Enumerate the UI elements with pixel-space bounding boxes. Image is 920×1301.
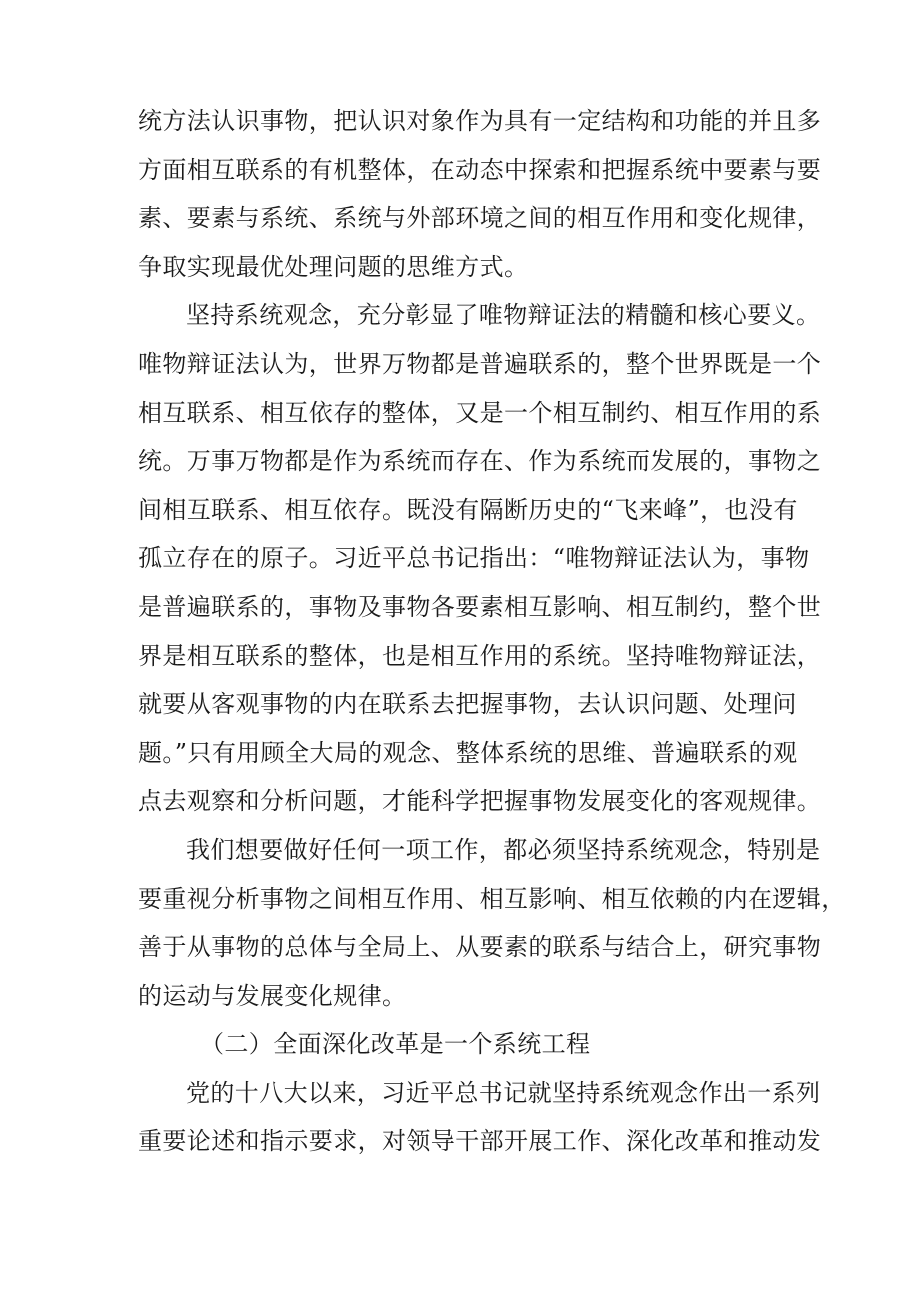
text-line: 唯物辩证法认为，世界万物都是普遍联系的，整个世界既是一个 xyxy=(138,349,822,378)
document-body xyxy=(138,97,846,1166)
text-line: 相互联系、相互依存的整体，又是一个相互制约、相互作用的系 xyxy=(138,398,822,427)
section-heading: （二）全面深化改革是一个系统工程 xyxy=(200,1030,591,1059)
paragraph-work-principles xyxy=(138,826,846,1020)
text-line: 间相互联系、相互依存。既没有隔断历史的“飞来峰”，也没有 xyxy=(138,495,798,524)
paragraph-since-18th-congress xyxy=(138,1069,822,1166)
text-line: 界是相互联系的整体，也是相互作用的系统。坚持唯物辩证法， xyxy=(138,641,822,670)
text-line: 素、要素与系统、系统与外部环境之间的相互作用和变化规律， xyxy=(138,204,822,233)
text-line: 就要从客观事物的内在联系去把握事物，去认识问题、处理问 xyxy=(138,690,797,719)
text-line: 统。万事万物都是作为系统而存在、作为系统而发展的，事物之 xyxy=(138,447,822,476)
text-line: 题。”只有用顾全大局的观念、整体系统的思维、普遍联系的观 xyxy=(138,738,798,767)
paragraph-system-thinking-definition xyxy=(138,97,822,291)
text-line: 坚持系统观念，充分彰显了唯物辩证法的精髓和核心要义。 xyxy=(186,301,821,330)
text-line: 争取实现最优处理问题的思维方式。 xyxy=(138,252,529,281)
paragraph-materialist-dialectics xyxy=(138,291,822,826)
text-line: 要重视分析事物之间相互作用、相互影响、相互依赖的内在逻辑， xyxy=(138,884,846,913)
text-line: 是普遍联系的，事物及事物各要素相互影响、相互制约，整个世 xyxy=(138,592,822,621)
text-line: 党的十八大以来，习近平总书记就坚持系统观念作出一系列 xyxy=(186,1078,821,1107)
text-line: 方面相互联系的有机整体，在动态中探索和把握系统中要素与要 xyxy=(138,155,822,184)
text-line: 统方法认识事物，把认识对象作为具有一定结构和功能的并且多 xyxy=(138,107,822,135)
text-line: 点去观察和分析问题，才能科学把握事物发展变化的客观规律。 xyxy=(138,787,822,816)
text-line: 我们想要做好任何一项工作，都必须坚持系统观念，特别是 xyxy=(186,835,821,864)
text-line: 重要论述和指示要求，对领导干部开展工作、深化改革和推动发 xyxy=(138,1127,822,1156)
text-line: 的运动与发展变化规律。 xyxy=(138,981,407,1010)
text-line: 善于从事物的总体与全局上、从要素的联系与结合上，研究事物 xyxy=(138,933,822,962)
text-line: 孤立存在的原子。习近平总书记指出：“唯物辩证法认为，事物 xyxy=(138,544,810,573)
